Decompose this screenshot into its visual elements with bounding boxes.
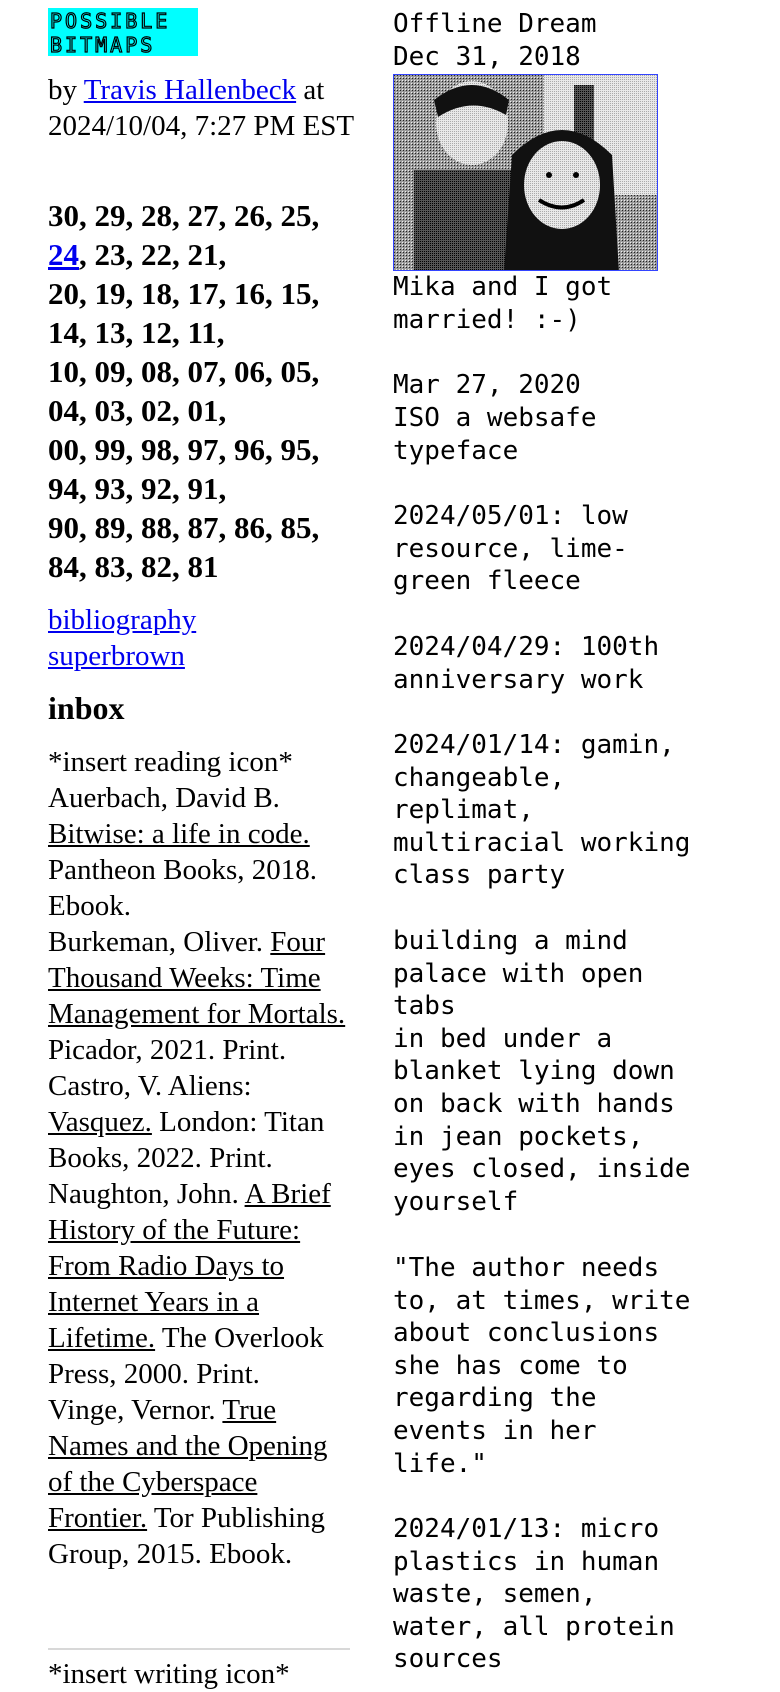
list-item: [48, 1392, 353, 1572]
author-link[interactable]: Travis Hallenbeck: [83, 74, 297, 106]
logo-line2: BITMAPS: [50, 33, 156, 56]
superbrown-link[interactable]: superbrown: [48, 640, 185, 672]
year-row: 14, 13, 12, 11,: [48, 315, 225, 350]
year-row-2-rest: , 23, 22, 21,: [79, 237, 227, 272]
list-item: [48, 1176, 353, 1392]
writing-icon-placeholder: *insert writing icon*: [48, 1658, 290, 1690]
note-text: 2024/01/13: micro plastics in human waste, semen, water, all protein sources: [393, 1514, 675, 1675]
year-row: 90, 89, 88, 87, 86, 85,: [48, 510, 320, 545]
nav-links: [48, 602, 358, 674]
logo-pixel-art: [48, 8, 198, 56]
post-date: Dec 31, 2018: [393, 42, 581, 72]
entry-publisher: Pantheon Books, 2018. Ebook.: [48, 854, 318, 922]
note-text: 2024/04/29: 100th anniversary work: [393, 632, 660, 695]
divider: [48, 1648, 350, 1650]
entry-title: A Brief History of the Future: From Radio Days to Internet Years in a Lifetime.: [48, 1178, 331, 1354]
note-text: ISO a websafe typeface: [393, 403, 597, 466]
year-row: [48, 235, 368, 274]
year-row: [48, 196, 368, 235]
note-text: 2024/05/01: low resource, lime- green fleece: [393, 501, 628, 597]
list-item: [48, 924, 353, 1068]
entry-author: Vinge, Vernor.: [48, 1394, 216, 1426]
entry-author: Auerbach, David B.: [48, 782, 280, 814]
year-link-24[interactable]: 24: [48, 237, 79, 272]
list-item: [48, 780, 353, 924]
site-logo[interactable]: [48, 8, 198, 56]
entry-title: True Names and the Opening of the Cyberspace Frontier.: [48, 1394, 328, 1534]
note-date: Mar 27, 2020: [393, 370, 581, 400]
byline: [48, 72, 358, 144]
year-row: 20, 19, 18, 17, 16, 15,: [48, 276, 320, 311]
year-row: 84, 83, 82, 81: [48, 549, 219, 584]
reading-icon-placeholder: *insert reading icon*: [48, 746, 293, 778]
entry-publisher: Tor Publishing Group, 2015. Ebook.: [48, 1502, 326, 1570]
photo-caption: Mika and I got married! :-): [393, 272, 613, 335]
year-row: 10, 09, 08, 07, 06, 05,: [48, 354, 320, 389]
entry-publisher: London: Titan Books, 2022. Print.: [48, 1106, 325, 1174]
entry-author: Naughton, John.: [48, 1178, 239, 1210]
wedding-photo[interactable]: [393, 74, 658, 271]
entry-author: Burkeman, Oliver.: [48, 926, 264, 958]
logo-line1: POSSIBLE: [50, 9, 171, 33]
entry-title: Four Thousand Weeks: Time Management for Mortals.: [48, 926, 346, 1030]
entry-title: Vasquez.: [48, 1106, 152, 1138]
entry-publisher: Picador, 2021. Print.: [48, 1034, 287, 1066]
year-row: 04, 03, 02, 01,: [48, 393, 227, 428]
note-text: building a mind palace with open tabs in bed under a blanket lying down on back with hands in jean pockets, eyes closed, inside yourself: [393, 926, 691, 1217]
photo-image: [394, 75, 658, 271]
list-item: [48, 1068, 353, 1176]
reading-list: [48, 744, 353, 1572]
note-text: 2024/01/14: gamin, changeable, replimat, multiracial working class party: [393, 730, 691, 891]
bibliography-link[interactable]: bibliography: [48, 604, 197, 636]
byline-prefix: by: [48, 74, 84, 106]
year-row: 94, 93, 92, 91,: [48, 471, 227, 506]
year-index: [48, 196, 368, 586]
entry-publisher: The Overlook Press, 2000. Print.: [48, 1322, 324, 1390]
year-row: 00, 99, 98, 97, 96, 95,: [48, 432, 320, 467]
year-row-1: 30, 29, 28, 27, 26, 25,: [48, 198, 320, 233]
inbox-heading: inbox: [48, 690, 125, 726]
entry-author: Castro, V. Aliens:: [48, 1070, 252, 1102]
post-title: Offline Dream: [393, 9, 597, 39]
byline-suffix: at 2024/10/04, 7:27 PM EST: [48, 74, 355, 142]
quote-text: "The author needs to, at times, write about conclusions she has come to regarding the events in her life.": [393, 1253, 691, 1479]
entry-title: Bitwise: a life in code.: [48, 818, 310, 850]
